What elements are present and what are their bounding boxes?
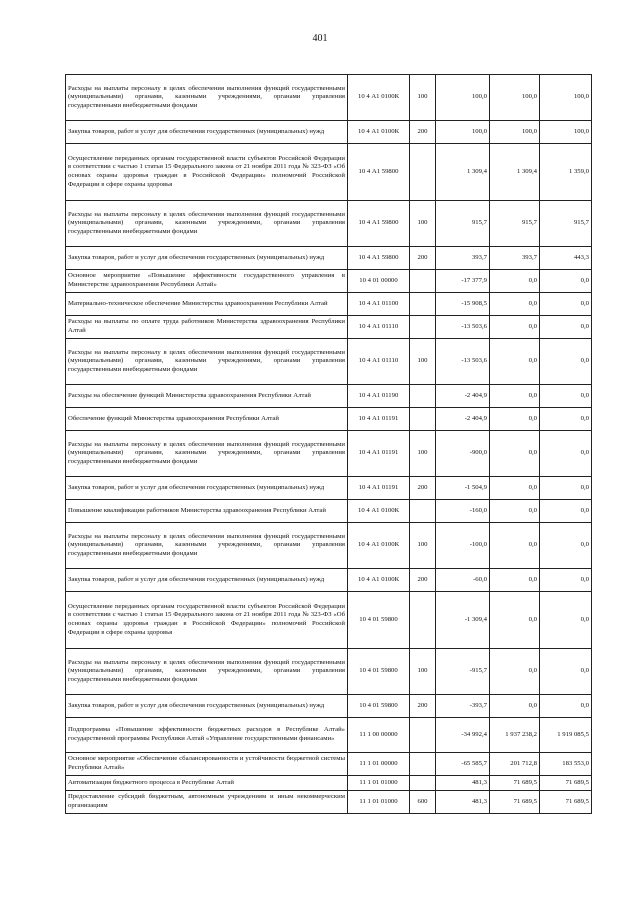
row-description: Подпрограмма «Повышение эффективности бюджетных расходов в Республике Алтай» государственной программы Республики Алтай «Управление государственными финансами» (66, 718, 348, 753)
table-row (66, 431, 592, 477)
row-amount-year-1: -2 404,9 (436, 408, 490, 431)
row-amount-year-2: 0,0 (490, 523, 540, 569)
row-expense-type (410, 592, 436, 649)
row-amount-year-3: 0,0 (540, 695, 592, 718)
row-amount-year-3: 0,0 (540, 569, 592, 592)
row-amount-year-1: -915,7 (436, 649, 490, 695)
row-amount-year-1: -65 585,7 (436, 753, 490, 776)
row-expense-type: 200 (410, 695, 436, 718)
row-amount-year-2: 915,7 (490, 201, 540, 247)
row-expense-type: 200 (410, 477, 436, 500)
row-amount-year-1: -2 404,9 (436, 385, 490, 408)
row-amount-year-2: 0,0 (490, 649, 540, 695)
row-target-code: 10 4 А1 59800 (348, 201, 410, 247)
row-amount-year-2: 0,0 (490, 695, 540, 718)
row-target-code: 10 4 А1 59800 (348, 247, 410, 270)
row-expense-type (410, 776, 436, 791)
row-amount-year-1: 100,0 (436, 121, 490, 144)
row-target-code: 10 4 А1 01191 (348, 431, 410, 477)
row-description: Осуществление переданных органам государственной власти субъектов Российской Федерации в соответствии с частью 1 статьи 15 Федерального закона от 21 ноября 2011 года № 323-ФЗ «Об основах охраны здоровья граждан в Российской Федерации» полномочий Российской Федерации в сфере охраны здоровья (66, 144, 348, 201)
table-row (66, 477, 592, 500)
table-row (66, 500, 592, 523)
row-expense-type: 100 (410, 649, 436, 695)
row-amount-year-1: -900,0 (436, 431, 490, 477)
row-expense-type (410, 753, 436, 776)
row-amount-year-1: 393,7 (436, 247, 490, 270)
table-row (66, 385, 592, 408)
row-target-code: 10 4 01 59800 (348, 592, 410, 649)
row-amount-year-3: 0,0 (540, 477, 592, 500)
row-amount-year-2: 0,0 (490, 477, 540, 500)
row-description: Закупка товаров, работ и услуг для обеспечения государственных (муниципальных) нужд (66, 569, 348, 592)
row-amount-year-3: 915,7 (540, 201, 592, 247)
row-amount-year-2: 71 689,5 (490, 791, 540, 814)
table-row (66, 718, 592, 753)
row-amount-year-2: 0,0 (490, 385, 540, 408)
row-description: Расходы на выплаты персоналу в целях обеспечения выполнения функций государственными (муниципальными) органами, казенными учреждениями, органами управления государственными внебюджетными фондами (66, 75, 348, 121)
row-target-code: 11 1 01 01000 (348, 791, 410, 814)
row-expense-type: 200 (410, 569, 436, 592)
table-row (66, 523, 592, 569)
row-amount-year-3: 0,0 (540, 500, 592, 523)
row-target-code: 10 4 А1 0100К (348, 121, 410, 144)
table-row (66, 293, 592, 316)
row-target-code: 10 4 А1 0100К (348, 569, 410, 592)
row-amount-year-2: 0,0 (490, 293, 540, 316)
row-amount-year-3: 71 689,5 (540, 776, 592, 791)
row-amount-year-1: 481,3 (436, 791, 490, 814)
row-expense-type: 100 (410, 431, 436, 477)
row-expense-type: 100 (410, 201, 436, 247)
row-amount-year-2: 100,0 (490, 121, 540, 144)
table-row (66, 270, 592, 293)
row-amount-year-3: 100,0 (540, 121, 592, 144)
page-number: 401 (312, 33, 328, 44)
table-row (66, 695, 592, 718)
row-description: Расходы на обеспечение функций Министерства здравоохранения Республики Алтай (66, 385, 348, 408)
row-expense-type (410, 408, 436, 431)
row-target-code: 10 4 01 59800 (348, 695, 410, 718)
row-description: Расходы на выплаты персоналу в целях обеспечения выполнения функций государственными (муниципальными) органами, казенными учреждениями, органами управления государственными внебюджетными фондами (66, 339, 348, 385)
row-description: Расходы на выплаты по оплате труда работников Министерства здравоохранения Республики Алтай (66, 316, 348, 339)
table-row (66, 75, 592, 121)
row-amount-year-3: 0,0 (540, 316, 592, 339)
row-expense-type: 100 (410, 75, 436, 121)
table-row (66, 144, 592, 201)
row-amount-year-1: 915,7 (436, 201, 490, 247)
row-description: Повышение квалификации работников Министерства здравоохранения Республики Алтай (66, 500, 348, 523)
row-amount-year-1: -15 908,5 (436, 293, 490, 316)
row-amount-year-3: 0,0 (540, 385, 592, 408)
row-amount-year-3: 443,3 (540, 247, 592, 270)
row-target-code: 11 1 00 00000 (348, 718, 410, 753)
row-target-code: 10 4 А1 0100К (348, 75, 410, 121)
row-amount-year-1: -34 992,4 (436, 718, 490, 753)
row-amount-year-1: -1 504,9 (436, 477, 490, 500)
table-row (66, 201, 592, 247)
row-target-code: 10 4 А1 0100К (348, 523, 410, 569)
row-description: Закупка товаров, работ и услуг для обеспечения государственных (муниципальных) нужд (66, 121, 348, 144)
row-description: Расходы на выплаты персоналу в целях обеспечения выполнения функций государственными (муниципальными) органами, казенными учреждениями, органами управления государственными внебюджетными фондами (66, 431, 348, 477)
row-target-code: 11 1 01 01000 (348, 776, 410, 791)
row-amount-year-2: 100,0 (490, 75, 540, 121)
row-description: Материально-техническое обеспечение Министерства здравоохранения Республики Алтай (66, 293, 348, 316)
row-amount-year-2: 0,0 (490, 500, 540, 523)
row-amount-year-3: 0,0 (540, 431, 592, 477)
row-amount-year-1: -13 503,6 (436, 316, 490, 339)
table-row (66, 753, 592, 776)
row-amount-year-1: -17 377,9 (436, 270, 490, 293)
row-amount-year-3: 100,0 (540, 75, 592, 121)
row-amount-year-3: 0,0 (540, 649, 592, 695)
row-amount-year-2: 0,0 (490, 569, 540, 592)
row-expense-type: 200 (410, 121, 436, 144)
table-row (66, 247, 592, 270)
row-target-code: 10 4 А1 01110 (348, 316, 410, 339)
row-amount-year-2: 71 689,5 (490, 776, 540, 791)
row-expense-type (410, 144, 436, 201)
row-description: Осуществление переданных органам государственной власти субъектов Российской Федерации в соответствии с частью 1 статьи 15 Федерального закона от 21 ноября 2011 года № 323-ФЗ «Об основах охраны здоровья граждан в Российской Федерации» полномочий Российской Федерации в сфере охраны здоровья (66, 592, 348, 649)
row-target-code: 10 4 А1 59800 (348, 144, 410, 201)
row-amount-year-3: 1 919 085,5 (540, 718, 592, 753)
row-amount-year-1: -13 503,6 (436, 339, 490, 385)
table-row (66, 408, 592, 431)
row-amount-year-1: -393,7 (436, 695, 490, 718)
row-amount-year-3: 0,0 (540, 339, 592, 385)
row-amount-year-3: 0,0 (540, 270, 592, 293)
table-row (66, 121, 592, 144)
row-amount-year-1: -100,0 (436, 523, 490, 569)
row-target-code: 10 4 01 59800 (348, 649, 410, 695)
row-amount-year-2: 1 937 238,2 (490, 718, 540, 753)
row-target-code: 10 4 А1 01190 (348, 385, 410, 408)
row-amount-year-2: 0,0 (490, 592, 540, 649)
row-target-code: 10 4 01 00000 (348, 270, 410, 293)
row-description: Закупка товаров, работ и услуг для обеспечения государственных (муниципальных) нужд (66, 695, 348, 718)
row-amount-year-1: -160,0 (436, 500, 490, 523)
row-target-code: 11 1 01 00000 (348, 753, 410, 776)
row-description: Предоставление субсидий бюджетным, автономным учреждениям и иным некоммерческим организациям (66, 791, 348, 814)
row-amount-year-2: 1 309,4 (490, 144, 540, 201)
row-expense-type (410, 293, 436, 316)
row-expense-type: 100 (410, 339, 436, 385)
row-amount-year-1: 1 309,4 (436, 144, 490, 201)
row-target-code: 10 4 А1 01191 (348, 408, 410, 431)
row-expense-type (410, 270, 436, 293)
row-amount-year-3: 0,0 (540, 293, 592, 316)
row-amount-year-2: 0,0 (490, 431, 540, 477)
row-amount-year-1: -60,0 (436, 569, 490, 592)
budget-table (65, 74, 592, 814)
table-row (66, 791, 592, 814)
row-expense-type (410, 316, 436, 339)
row-target-code: 10 4 А1 01100 (348, 293, 410, 316)
row-amount-year-1: 100,0 (436, 75, 490, 121)
row-description: Расходы на выплаты персоналу в целях обеспечения выполнения функций государственными (муниципальными) органами, казенными учреждениями, органами управления государственными внебюджетными фондами (66, 201, 348, 247)
budget-table-body (66, 75, 592, 814)
row-expense-type (410, 718, 436, 753)
row-expense-type: 100 (410, 523, 436, 569)
row-amount-year-2: 0,0 (490, 270, 540, 293)
row-amount-year-1: 481,3 (436, 776, 490, 791)
table-row (66, 316, 592, 339)
row-amount-year-3: 71 689,5 (540, 791, 592, 814)
table-row (66, 592, 592, 649)
row-description: Автоматизация бюджетного процесса в Республике Алтай (66, 776, 348, 791)
row-description: Основное мероприятие «Повышение эффективности государственного управления в Министерстве здравоохранения Республики Алтай» (66, 270, 348, 293)
table-row (66, 569, 592, 592)
row-description: Основное мероприятие «Обеспечение сбалансированности и устойчивости бюджетной системы Республики Алтай» (66, 753, 348, 776)
row-expense-type (410, 385, 436, 408)
row-amount-year-3: 183 553,0 (540, 753, 592, 776)
row-amount-year-2: 0,0 (490, 339, 540, 385)
row-amount-year-3: 1 359,0 (540, 144, 592, 201)
row-description: Закупка товаров, работ и услуг для обеспечения государственных (муниципальных) нужд (66, 477, 348, 500)
row-amount-year-3: 0,0 (540, 592, 592, 649)
row-description: Закупка товаров, работ и услуг для обеспечения государственных (муниципальных) нужд (66, 247, 348, 270)
row-amount-year-2: 0,0 (490, 408, 540, 431)
row-amount-year-3: 0,0 (540, 408, 592, 431)
row-target-code: 10 4 А1 01110 (348, 339, 410, 385)
row-description: Расходы на выплаты персоналу в целях обеспечения выполнения функций государственными (муниципальными) органами, казенными учреждениями, органами управления государственными внебюджетными фондами (66, 523, 348, 569)
row-expense-type: 200 (410, 247, 436, 270)
row-amount-year-1: -1 309,4 (436, 592, 490, 649)
row-amount-year-2: 201 712,8 (490, 753, 540, 776)
table-row (66, 649, 592, 695)
row-description: Обеспечение функций Министерства здравоохранения Республики Алтай (66, 408, 348, 431)
row-amount-year-2: 393,7 (490, 247, 540, 270)
table-row (66, 339, 592, 385)
row-amount-year-2: 0,0 (490, 316, 540, 339)
row-target-code: 10 4 А1 0100К (348, 500, 410, 523)
row-amount-year-3: 0,0 (540, 523, 592, 569)
table-row (66, 776, 592, 791)
row-expense-type: 600 (410, 791, 436, 814)
row-description: Расходы на выплаты персоналу в целях обеспечения выполнения функций государственными (муниципальными) органами, казенными учреждениями, органами управления государственными внебюджетными фондами (66, 649, 348, 695)
row-expense-type (410, 500, 436, 523)
row-target-code: 10 4 А1 01191 (348, 477, 410, 500)
